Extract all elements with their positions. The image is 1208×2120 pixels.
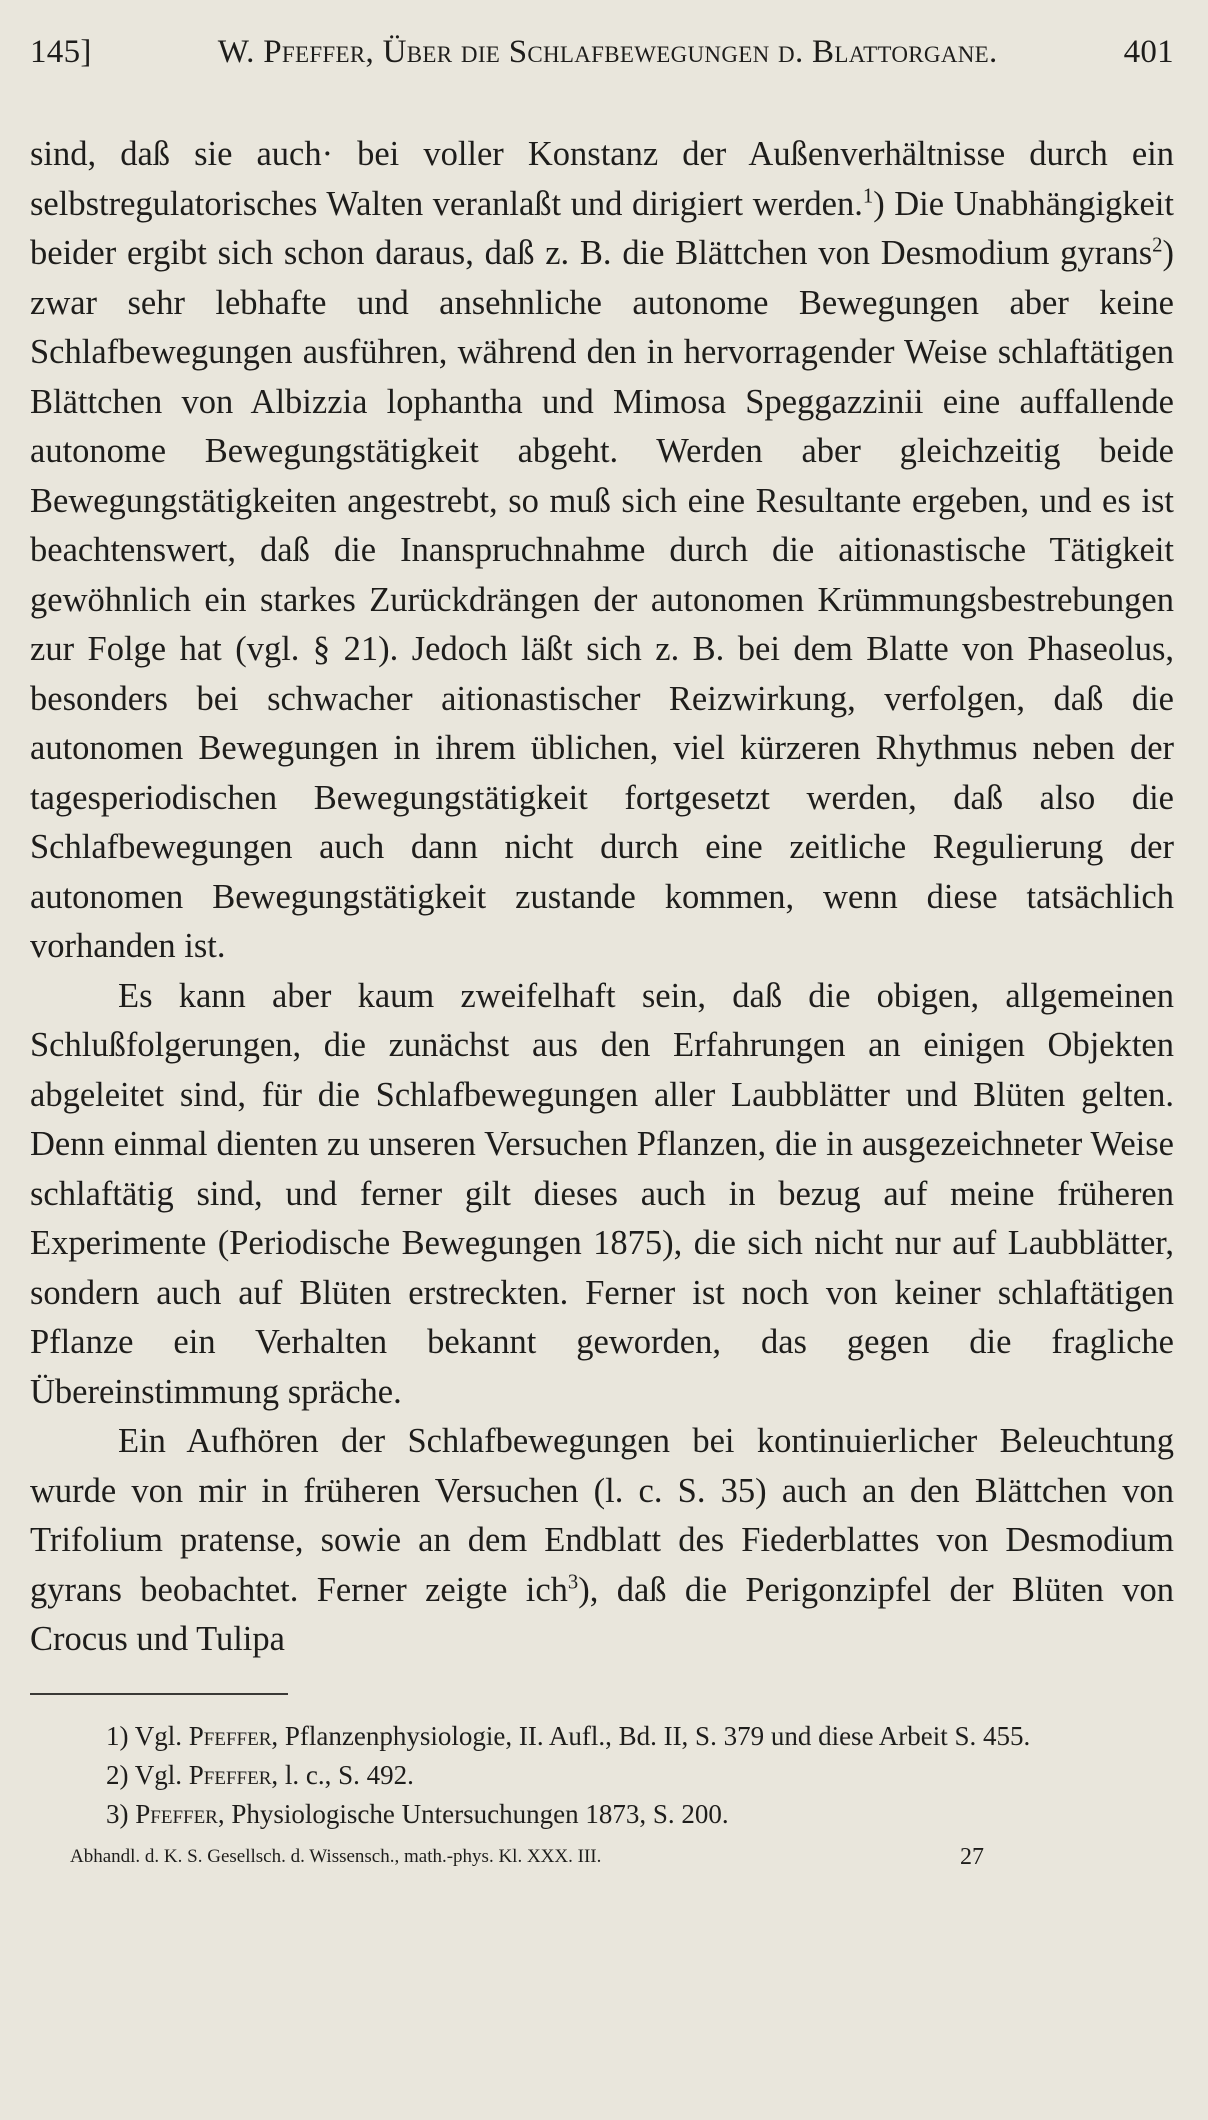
imprint-line: Abhandl. d. K. S. Gesellsch. d. Wissensch., math.-phys. Kl. XXX. III. xyxy=(70,1845,602,1867)
footnote-3-author: Pfeffer xyxy=(135,1798,218,1829)
paragraph-1-part-b: ) Die Unabhängigkeit beider ergibt sich schon daraus, daß z. B. die Blättchen von Desmodium gyrans xyxy=(30,184,1174,272)
footnote-2-text: , l. c., S. 492. xyxy=(271,1759,414,1790)
paragraph-1 xyxy=(30,130,1174,972)
footnote-2-mark: 2) Vgl. xyxy=(106,1759,189,1790)
page-footer xyxy=(30,1838,1174,1876)
page-range-marker: 145] xyxy=(30,34,92,70)
footnote-1-text: , Pflanzenphysiologie, II. Aufl., Bd. II, S. 379 und diese Arbeit S. 455. xyxy=(271,1720,1031,1751)
paragraph-2: Es kann aber kaum zweifelhaft sein, daß die obigen, allgemeinen Schlußfolgerungen, die zunächst aus den Erfahrungen an einigen Objekten abgeleitet sind, für die Schlafbewegungen aller Laubblätter und Blüten gelten. Denn einmal dienten zu unseren Versuchen Pflanzen, die in ausgezeichneter Weise schlaftätig sind, und ferner gilt dieses auch in bezug auf meine früheren Experimente (Periodische Bewegungen 1875), die sich nicht nur auf Laubblätter, sondern auch auf Blüten erstreckten. Ferner ist noch von keiner schlaftätigen Pflanze ein Verhalten bekannt geworden, das gegen die fragliche Übereinstimmung spräche. xyxy=(30,976,1174,1411)
paragraph-3-part-b: ), daß die Perigonzipfel der Blüten von Crocus und Tulipa xyxy=(30,1570,1175,1658)
footnote-ref-3: 3 xyxy=(567,1571,579,1593)
signature-mark: 27 xyxy=(960,1843,984,1870)
paragraph-3-part-a: Ein Aufhören der Schlafbewegungen bei kontinuierlicher Beleuchtung wurde von mir in früheren Versuchen (l. c. S. 35) auch an den Blättchen von Trifolium pratense, sowie an dem Endblatt des Fiederblattes von Desmodium gyrans beobachtet. Ferner zeigte ich xyxy=(30,1422,1174,1609)
footnote-2 xyxy=(30,1756,1174,1795)
footnote-1 xyxy=(30,1717,1174,1756)
page-number: 401 xyxy=(1123,34,1174,70)
footnote-rule xyxy=(30,1693,288,1695)
footnote-2-author: Pfeffer xyxy=(188,1759,272,1790)
paragraph-1-part-c: ) zwar sehr lebhafte und ansehnliche autonome Bewegungen aber keine Schlafbewegungen ausführen, während den in hervorragender Weise schlaftätigen Blättchen von Albizzia lophantha und Mimosa Speggazzinii eine auffallende autonome Bewegungstätigkeit abgeht. Werden aber gleichzeitig beide Bewegungstätigkeiten angestrebt, so muß sich eine Resultante ergeben, und es ist beachtenswert, daß die Inanspruchnahme durch die aitionastische Tätigkeit gewöhnlich ein starkes Zurückdrängen der autonomen Krümmungsbestrebungen zur Folge hat (vgl. § 21). Jedoch läßt sich z. B. bei dem Blatte von Phaseolus, besonders bei schwacher aitionastischer Reizwirkung, verfolgen, daß die autonomen Bewegungen in ihrem üblichen, viel kürzeren Rhythmus neben der tagesperiodischen Bewegungstätigkeit fortgesetzt werden, daß also die Schlafbewegungen auch dann nicht durch eine zeitliche Regulierung der autonomen Bewegungstätigkeit zustande kommen, wenn diese tatsächlich vorhanden ist. xyxy=(30,234,1174,965)
body-text xyxy=(30,130,1174,1665)
footnote-ref-1: 1 xyxy=(862,185,874,207)
paragraph-1-part-a: sind, daß sie auch· bei voller Konstanz der Außenverhältnisse durch ein selbstregulatorisches Walten veranlaßt und dirigiert werden. xyxy=(30,135,1174,223)
footnote-3-text: , Physiologische Untersuchungen 1873, S. 200. xyxy=(217,1798,729,1829)
footnote-3-mark: 3) xyxy=(106,1798,136,1829)
footnote-1-mark: 1) Vgl. xyxy=(106,1720,189,1751)
footnote-3 xyxy=(30,1795,1174,1834)
footnotes xyxy=(30,1717,1174,1834)
running-head xyxy=(30,26,1174,86)
footnote-ref-2: 2 xyxy=(1152,234,1163,257)
footnote-1-author: Pfeffer xyxy=(188,1720,272,1751)
running-title: W. Pfeffer, Über die Schlafbewegungen d. Blattorgane. xyxy=(217,34,998,70)
paragraph-3 xyxy=(30,1417,1174,1665)
